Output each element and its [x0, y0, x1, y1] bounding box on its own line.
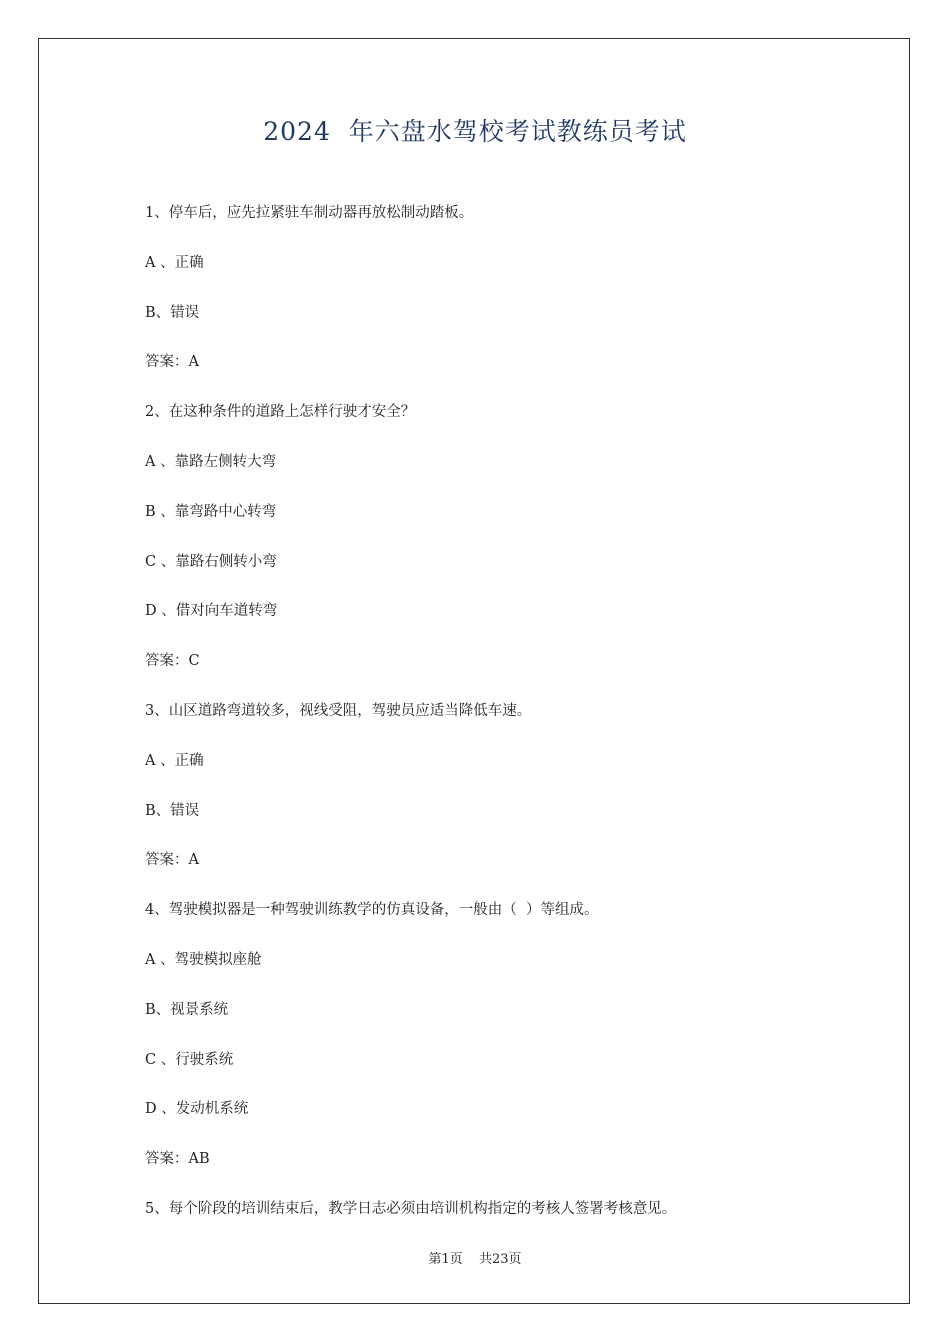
question-text: 3、山区道路弯道较多，视线受阻，驾驶员应适当降低车速。 [145, 702, 532, 719]
option-text: C 、靠路右侧转小弯 [145, 553, 277, 570]
question-list [145, 200, 845, 1246]
option-text: B 、靠弯路中心转弯 [145, 503, 277, 520]
option-text: D 、发动机系统 [145, 1101, 249, 1118]
answer-text: 答案：C [145, 653, 200, 670]
page-total: 共23页 [478, 1252, 522, 1267]
question-text: 4、驾驶模拟器是一种驾驶训练教学的仿真设备，一般由（ ）等组成。 [145, 902, 599, 919]
answer-text: 答案：A [145, 852, 199, 869]
page-number: 第1页 [428, 1252, 463, 1267]
question-text: 1、停车后，应先拉紧驻车制动器再放松制动踏板。 [145, 205, 474, 221]
document-title: 2024 年六盘水驾校考试教练员考试 [263, 117, 687, 146]
answer-text: 答案：AB [145, 1151, 210, 1168]
question-text: 5、每个阶段的培训结束后，教学日志必须由培训机构指定的考核人签署考核意见。 [145, 1200, 677, 1217]
option-text: A 、正确 [145, 254, 204, 271]
option-text: A 、靠路左侧转大弯 [145, 453, 277, 470]
option-text: A 、驾驶模拟座舱 [145, 951, 262, 968]
option-text: B、错误 [145, 802, 200, 819]
option-text: C 、行驶系统 [145, 1051, 234, 1068]
question-text: 2、在这种条件的道路上怎样行驶才安全？ [145, 404, 416, 421]
page-footer [0, 1248, 950, 1267]
option-text: A 、正确 [145, 752, 204, 769]
option-text: B、视景系统 [145, 1001, 229, 1018]
option-text: B、错误 [145, 304, 200, 321]
option-text: D 、借对向车道转弯 [145, 603, 278, 620]
answer-text: 答案：A [145, 354, 199, 371]
